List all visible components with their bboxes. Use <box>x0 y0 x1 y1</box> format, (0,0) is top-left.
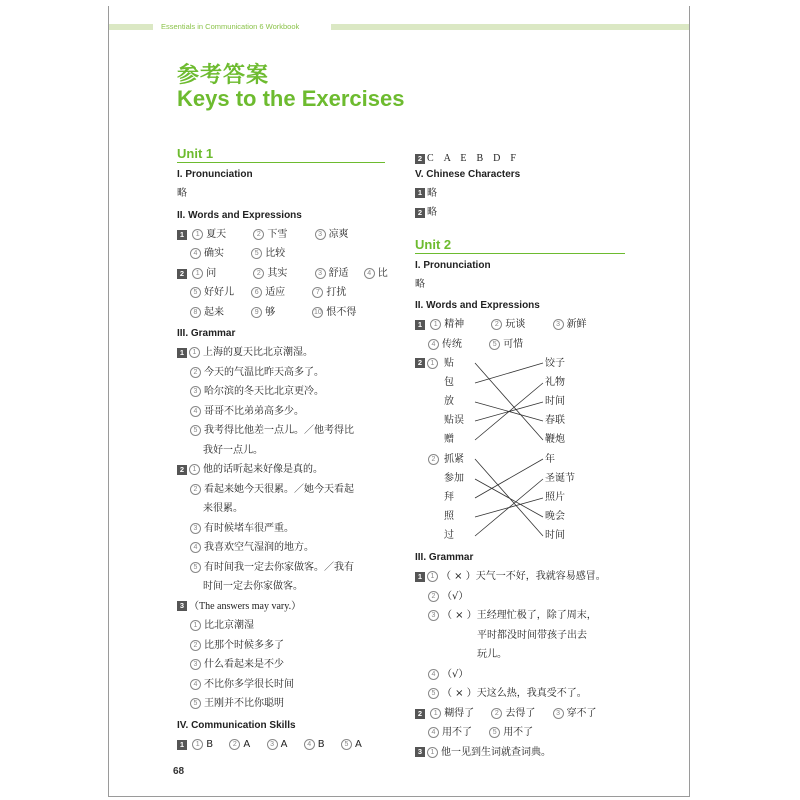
answer-item <box>553 704 597 724</box>
answer-text: 今天的气温比昨天高多了。 <box>204 366 324 378</box>
answer-text: 凉爽 <box>328 228 349 240</box>
item-number-circle: 4 <box>190 679 201 690</box>
item-number-circle: 4 <box>190 248 201 259</box>
match-left-item: 包 <box>444 377 454 388</box>
answer-line <box>415 743 625 763</box>
question-number-badge: 2 <box>415 154 425 164</box>
item-number-circle: 1 <box>427 571 438 582</box>
answer-text: 玩谈 <box>505 319 526 330</box>
answer-text: （ × ）天这么热，我真受不了。 <box>442 688 587 699</box>
answer-text: 下雪 <box>267 228 288 240</box>
question-number-badge: 2 <box>177 465 187 475</box>
answer-text: A <box>354 738 362 750</box>
answer-text: 上海的夏天比北京潮湿。 <box>203 347 313 358</box>
answer-item <box>428 335 486 355</box>
answer-line <box>415 665 625 685</box>
item-number-circle: 2 <box>491 319 502 330</box>
answer-item <box>253 225 311 245</box>
match-right-item: 晚会 <box>545 511 565 522</box>
match-left-item: 贴 <box>444 358 454 369</box>
match-right-item: 圣诞节 <box>545 473 575 484</box>
answer-text: A <box>280 738 288 750</box>
answer-text: （√） <box>442 590 469 602</box>
answer-line <box>177 363 385 383</box>
question-number-badge: 1 <box>177 230 187 240</box>
question-number-badge: 2 <box>415 208 425 218</box>
item-number-circle: 5 <box>489 339 500 350</box>
item-number-circle: 1 <box>430 319 441 330</box>
item-number-circle: 4 <box>428 727 439 738</box>
answer-item <box>553 315 587 335</box>
answer-item <box>253 264 311 284</box>
answer-text: 够 <box>265 306 276 318</box>
item-number-circle: 5 <box>428 688 439 699</box>
answer-item <box>251 244 285 264</box>
item-number-circle: 5 <box>341 739 352 750</box>
item-number-circle: 3 <box>553 319 564 330</box>
answer-text: 哥哥不比弟弟高多少。 <box>204 405 304 417</box>
answer-text: 比那个时候多多了 <box>204 639 284 651</box>
section-grammar: III. Grammar <box>415 552 474 563</box>
match-left-item: 贴误 <box>444 415 464 426</box>
answer-text: 略 <box>427 187 437 199</box>
answer-item <box>430 704 488 724</box>
item-number-circle: 3 <box>553 708 564 719</box>
matching-exercise-1 <box>415 354 585 450</box>
section-pronunciation: I. Pronunciation <box>177 169 253 180</box>
running-head: Essentials in Communication 6 Workbook <box>157 22 303 31</box>
question-number-badge: 1 <box>415 572 425 582</box>
unit-2-heading: Unit 2 <box>415 237 625 254</box>
item-number-circle: 3 <box>315 229 326 240</box>
answer-line <box>177 675 385 695</box>
item-number-circle: 9 <box>251 307 262 318</box>
item-number-circle: 1 <box>189 347 200 358</box>
item-number-circle: 2 <box>190 640 201 651</box>
item-number-circle: 4 <box>364 268 375 279</box>
item-number-circle: 4 <box>190 406 201 417</box>
answer-text: 夏天 <box>206 228 227 240</box>
item-number-circle: 3 <box>267 739 278 750</box>
answer-line <box>415 203 625 223</box>
answer-line <box>177 460 385 480</box>
item-number-circle: 2 <box>190 484 201 495</box>
answer-line <box>177 421 385 441</box>
answer-text: 舒适 <box>328 267 349 279</box>
answer-line <box>177 499 385 519</box>
matching-exercise-2 <box>415 450 585 546</box>
answer-text: 什么看起来是不少 <box>204 659 284 670</box>
answer-text: （The answers may vary.） <box>189 600 302 612</box>
question-number-badge: 1 <box>415 188 425 198</box>
item-number-circle: 5 <box>190 425 201 436</box>
item-number-circle: 2 <box>491 708 502 719</box>
answer-item <box>267 735 301 755</box>
answer-line: 略 <box>177 188 187 199</box>
answer-text: 可惜 <box>503 338 524 350</box>
question-number-badge: 1 <box>177 348 187 358</box>
answer-item <box>192 225 250 245</box>
answer-text: C A E B D F <box>427 153 516 164</box>
answer-text: 玩儿。 <box>477 649 507 660</box>
answer-item <box>489 335 523 355</box>
item-number-circle: 7 <box>312 287 323 298</box>
match-left-item: 参加 <box>444 473 464 484</box>
item-number-circle: 5 <box>190 698 201 709</box>
answer-line <box>177 264 388 284</box>
item-number-circle: 5 <box>251 248 262 259</box>
answer-text: 打扰 <box>326 287 347 298</box>
answer-text: 确实 <box>204 248 224 259</box>
answer-text: 看起来她今天很累。／她今天看起 <box>204 483 354 495</box>
answer-text: 我喜欢空气湿润的地方。 <box>204 542 314 553</box>
item-number-circle: 1 <box>192 739 203 750</box>
answer-line <box>415 684 625 704</box>
section-pronunciation: I. Pronunciation <box>415 259 491 271</box>
item-number-circle: 4 <box>304 739 315 750</box>
item-number-circle: 2 <box>229 739 240 750</box>
match-right-item: 时间 <box>545 530 565 541</box>
section-communication-skills: IV. Communication Skills <box>177 719 296 731</box>
answer-text: 比北京潮湿 <box>204 620 254 631</box>
answer-line <box>415 567 625 587</box>
question-number-badge: 3 <box>177 601 187 611</box>
workbook-page <box>108 6 690 797</box>
answer-text: 好好儿 <box>204 287 234 298</box>
item-number-circle: 1 <box>192 229 203 240</box>
answer-text: 王刚并不比你聪明 <box>204 698 284 709</box>
match-left-item: 放 <box>444 396 454 407</box>
answer-line <box>415 645 625 665</box>
answer-line <box>177 382 385 402</box>
item-number-circle: 4 <box>428 339 439 350</box>
section-grammar: III. Grammar <box>177 328 236 339</box>
answer-text: 糊得了 <box>444 707 475 719</box>
page-title-chinese: 参考答案 <box>177 63 270 88</box>
item-number-circle: 2 <box>253 229 264 240</box>
match-right-item: 年 <box>545 454 555 465</box>
answer-line <box>177 597 385 617</box>
answer-text: 新鲜 <box>566 319 587 330</box>
item-number-circle: 4 <box>190 542 201 553</box>
answer-text: 用不了 <box>503 727 534 738</box>
answer-line <box>177 343 385 363</box>
answer-item <box>428 723 486 743</box>
answer-text: （ × ）王经理忙极了，除了周末， <box>442 610 597 621</box>
item-number-circle: 1 <box>192 268 203 279</box>
question-number-badge: 3 <box>415 747 425 757</box>
answer-text: 用不了 <box>442 727 472 738</box>
answer-line <box>415 335 625 355</box>
item-number-circle: 8 <box>190 307 201 318</box>
left-column <box>177 146 388 754</box>
item-number-circle: 6 <box>251 287 262 298</box>
question-number-badge: 2 <box>415 358 425 368</box>
answer-line <box>415 704 625 724</box>
answer-text: B <box>206 738 214 750</box>
match-right-item: 鞭炮 <box>545 434 565 445</box>
answer-text: 略 <box>427 207 437 218</box>
item-number-circle: 2 <box>190 367 201 378</box>
item-number-circle: 5 <box>190 562 201 573</box>
answer-text: 我考得比他差一点儿。／他考得比 <box>204 425 354 436</box>
answer-line <box>177 577 385 597</box>
answer-text: 他一见到生词就查词典。 <box>441 746 551 758</box>
answer-line <box>177 735 385 755</box>
answer-item <box>251 283 309 303</box>
answer-item <box>491 315 549 335</box>
item-number-circle: 3 <box>315 268 326 279</box>
answer-text: 恨不得 <box>326 306 357 318</box>
answer-text: 来很累。 <box>203 503 243 514</box>
answer-item <box>489 723 533 743</box>
answer-item <box>190 244 248 264</box>
answer-item <box>315 225 349 245</box>
question-number-badge: 2 <box>177 269 187 279</box>
item-number-circle: 4 <box>428 669 439 680</box>
answer-line <box>177 558 385 578</box>
item-number-circle: 3 <box>190 386 201 397</box>
answer-text: 有时候堵车很严重。 <box>204 522 294 534</box>
answer-text: 传统 <box>442 338 462 350</box>
answer-item <box>491 704 549 724</box>
match-left-item: 抓紧 <box>444 454 464 465</box>
answer-text: B <box>317 738 325 750</box>
answer-line <box>177 655 385 675</box>
item-number-circle: 2 <box>428 454 439 465</box>
item-number-circle: 1 <box>427 358 438 369</box>
answer-line <box>177 694 385 714</box>
unit-1-heading: Unit 1 <box>177 146 385 163</box>
section-words-expressions: II. Words and Expressions <box>415 300 540 311</box>
answer-item <box>192 264 250 284</box>
header-bar-left <box>109 24 153 30</box>
item-number-circle: 1 <box>190 620 201 631</box>
answer-item <box>304 735 338 755</box>
answer-line <box>177 538 385 558</box>
answer-text: 起来 <box>204 306 224 318</box>
answer-line <box>415 587 625 607</box>
answer-line <box>177 303 385 323</box>
answer-item <box>312 303 356 323</box>
answer-item <box>251 303 309 323</box>
answer-line: 略 <box>415 278 425 290</box>
answer-text: 不比你多学很长时间 <box>204 678 294 690</box>
answer-item <box>430 315 488 335</box>
answer-line <box>177 402 385 422</box>
match-right-item: 照片 <box>545 492 565 503</box>
item-number-circle: 3 <box>190 659 201 670</box>
match-left-item: 过 <box>444 530 454 541</box>
answer-line <box>415 149 625 169</box>
answer-text: 穿不了 <box>566 707 597 719</box>
answer-text: A <box>243 738 251 750</box>
answer-text: （ × ）天气一不好，我就容易感冒。 <box>441 571 606 582</box>
answer-line <box>177 616 385 636</box>
item-number-circle: 1 <box>427 747 438 758</box>
answer-text: 比较 <box>265 248 286 259</box>
item-number-circle: 2 <box>253 268 264 279</box>
answer-text: 他的话听起来好像是真的。 <box>203 464 323 475</box>
answer-line <box>177 225 385 245</box>
item-number-circle: 1 <box>430 708 441 719</box>
item-number-circle: 10 <box>313 308 322 316</box>
item-number-circle: 5 <box>489 727 500 738</box>
match-left-item: 照 <box>444 511 454 522</box>
answer-text: 哈尔滨的冬天比北京更冷。 <box>204 386 324 397</box>
answer-item <box>364 264 388 284</box>
item-number-circle: 1 <box>189 464 200 475</box>
item-number-circle: 3 <box>190 523 201 534</box>
answer-item <box>312 283 346 303</box>
answer-text: 问 <box>206 267 217 279</box>
answer-item <box>190 303 248 323</box>
answer-text: 去得了 <box>505 707 536 719</box>
answer-text: （√） <box>442 668 469 680</box>
answer-text: 适应 <box>265 287 286 298</box>
item-number-circle: 3 <box>428 610 439 621</box>
section-words-expressions: II. Words and Expressions <box>177 209 302 221</box>
answer-item <box>190 283 248 303</box>
answer-item <box>229 735 263 755</box>
header-bar-right <box>331 24 689 30</box>
answer-text: 有时间我一定去你家做客。／我有 <box>204 561 354 573</box>
answer-text: 时间一定去你家做客。 <box>203 581 303 592</box>
answer-line <box>177 283 385 303</box>
match-right-item: 饺子 <box>545 358 565 369</box>
answer-item <box>315 264 361 284</box>
answer-line <box>415 184 625 204</box>
answer-line <box>415 626 625 646</box>
answer-line <box>177 441 385 461</box>
answer-text: 平时都没时间带孩子出去 <box>477 629 587 641</box>
question-number-badge: 1 <box>415 320 425 330</box>
page-title-english: Keys to the Exercises <box>177 86 405 111</box>
match-right-item: 礼物 <box>545 377 565 388</box>
answer-line <box>415 315 625 335</box>
item-number-circle: 2 <box>428 591 439 602</box>
answer-text: 精神 <box>444 319 465 330</box>
answer-line <box>177 636 385 656</box>
answer-text: 其实 <box>267 267 288 279</box>
answer-item <box>192 735 226 755</box>
section-chinese-characters: V. Chinese Characters <box>415 168 521 180</box>
page-number: 68 <box>173 766 185 777</box>
answer-line <box>177 244 385 264</box>
right-column <box>415 149 625 762</box>
answer-line <box>177 480 385 500</box>
answer-text: 比 <box>377 267 388 279</box>
answer-text: 我好一点儿。 <box>203 444 263 456</box>
answer-line <box>177 519 385 539</box>
match-left-item: 拜 <box>444 492 454 503</box>
match-right-item: 时间 <box>545 396 565 407</box>
match-left-item: 赠 <box>444 434 454 445</box>
answer-line <box>415 723 625 743</box>
question-number-badge: 1 <box>177 740 187 750</box>
match-right-item: 春联 <box>545 415 565 426</box>
question-number-badge: 2 <box>415 709 425 719</box>
item-number-circle: 5 <box>190 287 201 298</box>
answer-line <box>415 606 625 626</box>
answer-item <box>341 735 362 755</box>
